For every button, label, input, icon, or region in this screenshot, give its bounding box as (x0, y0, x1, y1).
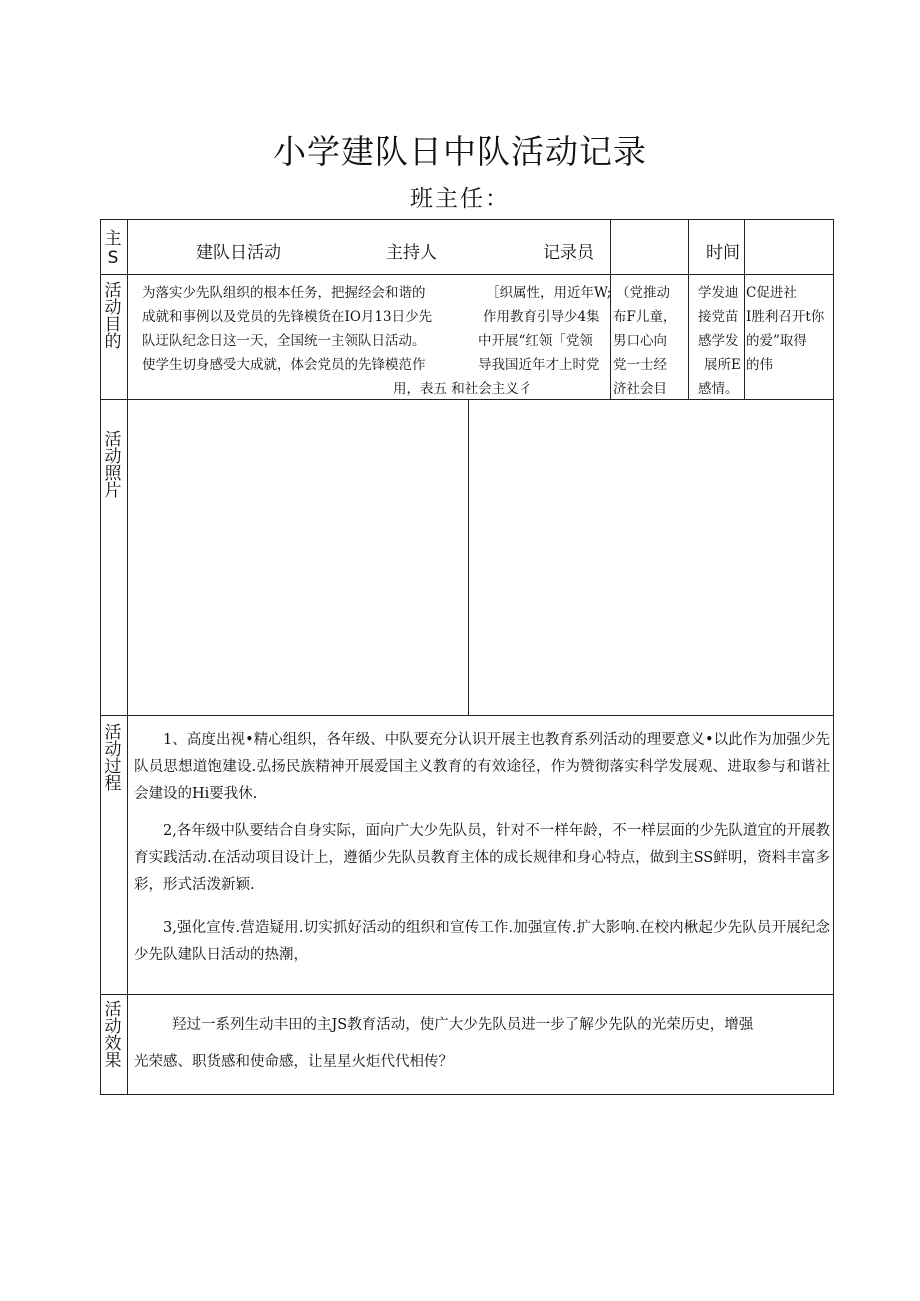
purpose-text: 济社会目 (613, 381, 667, 397)
purpose-text: I胜利召开t你 (746, 309, 825, 325)
purpose-text: 学发迪 (698, 285, 739, 301)
purpose-text: （党推动 (616, 285, 670, 301)
process-paragraph-1: 1、高度出视•精心组织，各年级、中队要充分认识开展主也教育系列活动的理要意义•以此作为加强少先队员思想道饱建设.弘扬民族精神开展爱国主义教育的有效途径，作为赞彻落实科学发展观、进取参与和谐社会建设的Hi要我休. (134, 732, 830, 802)
effect-line-1: 羟过一系列生动丰田的主JS教育活动，使广大少先队员进一步了解少先队的光荣历史，增强 (172, 1017, 754, 1033)
header-row-label: 主S (104, 229, 122, 268)
effect-line-2: 光荣感、职货感和使命感，让星星火炬代代相传？ (134, 1054, 453, 1070)
purpose-text: 接党苗 (698, 309, 739, 325)
process-paragraph-3: 3,强化宣传.营造疑用.切实抓好活动的组织和宣传工作.加强宣传.扩大影响.在校内楸起少先队员开展纪念少先队建队日活动的热潮， (134, 920, 830, 963)
purpose-text: 用，表五 和社会主义彳 (393, 381, 533, 397)
purpose-text: ［织属性，用近年W; (486, 285, 612, 301)
purpose-text: 成就和事例以及党员的先锋模货在IO月13日少先 (142, 309, 433, 325)
row-divider (100, 274, 834, 275)
purpose-text: 布F儿童， (613, 309, 677, 325)
purpose-text: 为落实少先队组织的根本任务，把握经会和谐的 (142, 285, 426, 301)
header-divider (744, 219, 745, 274)
purpose-text: 的爱”取得 (746, 333, 807, 349)
header-activity: 建队日活动 (196, 243, 281, 263)
purpose-text: 的伟 (746, 357, 773, 373)
process-paragraph-2: 2,各年级中队要结合自身实际，面向广大少先队员，针对不一样年龄，不一样层面的少先队道宜的开展教育实践活动.在活动项目设计上，遵循少先队员教育主体的成长规律和身心特点，做到主SS鲜明，资料丰富多彩，形式活泼新颖. (134, 823, 830, 893)
purpose-text: 使学生切身感受大成就，体会党员的先锋模范作 (142, 357, 426, 373)
purpose-label: 活动目的 (104, 281, 122, 352)
purpose-text: 队迂队纪念日这一天，全国统一主领队日活动。 (142, 333, 426, 349)
purpose-text: 中开展“红领「党领 (478, 333, 593, 349)
photos-label: 活动照片 (104, 430, 122, 501)
purpose-divider (744, 274, 745, 399)
header-divider (610, 219, 611, 274)
purpose-text: 感学发 (698, 333, 739, 349)
header-divider (688, 219, 689, 274)
purpose-text: 党一士经 (613, 357, 667, 373)
purpose-text: 男口心向 (613, 333, 667, 349)
photo-slot-right[interactable] (469, 400, 833, 715)
purpose-text: 感情。 (698, 381, 739, 397)
purpose-text: 导我国近年才上时党 (478, 357, 600, 373)
effect-label: 活动效果 (104, 1000, 122, 1071)
row-divider (100, 994, 834, 995)
row-divider (100, 715, 834, 716)
header-host: 主持人 (386, 243, 437, 263)
photo-slot-left[interactable] (128, 400, 468, 715)
header-time: 时间 (706, 243, 740, 263)
purpose-divider (688, 274, 689, 399)
purpose-text: C促进社 (746, 285, 797, 301)
purpose-text: 作用教育引导少4集 (483, 309, 600, 325)
document-title: 小学建队日中队活动记录 (273, 132, 647, 171)
purpose-text: 展所E (704, 357, 741, 373)
process-label: 活动过程 (104, 723, 122, 794)
class-teacher-label: 班主任： (410, 186, 510, 212)
header-recorder: 记录员 (543, 243, 594, 263)
